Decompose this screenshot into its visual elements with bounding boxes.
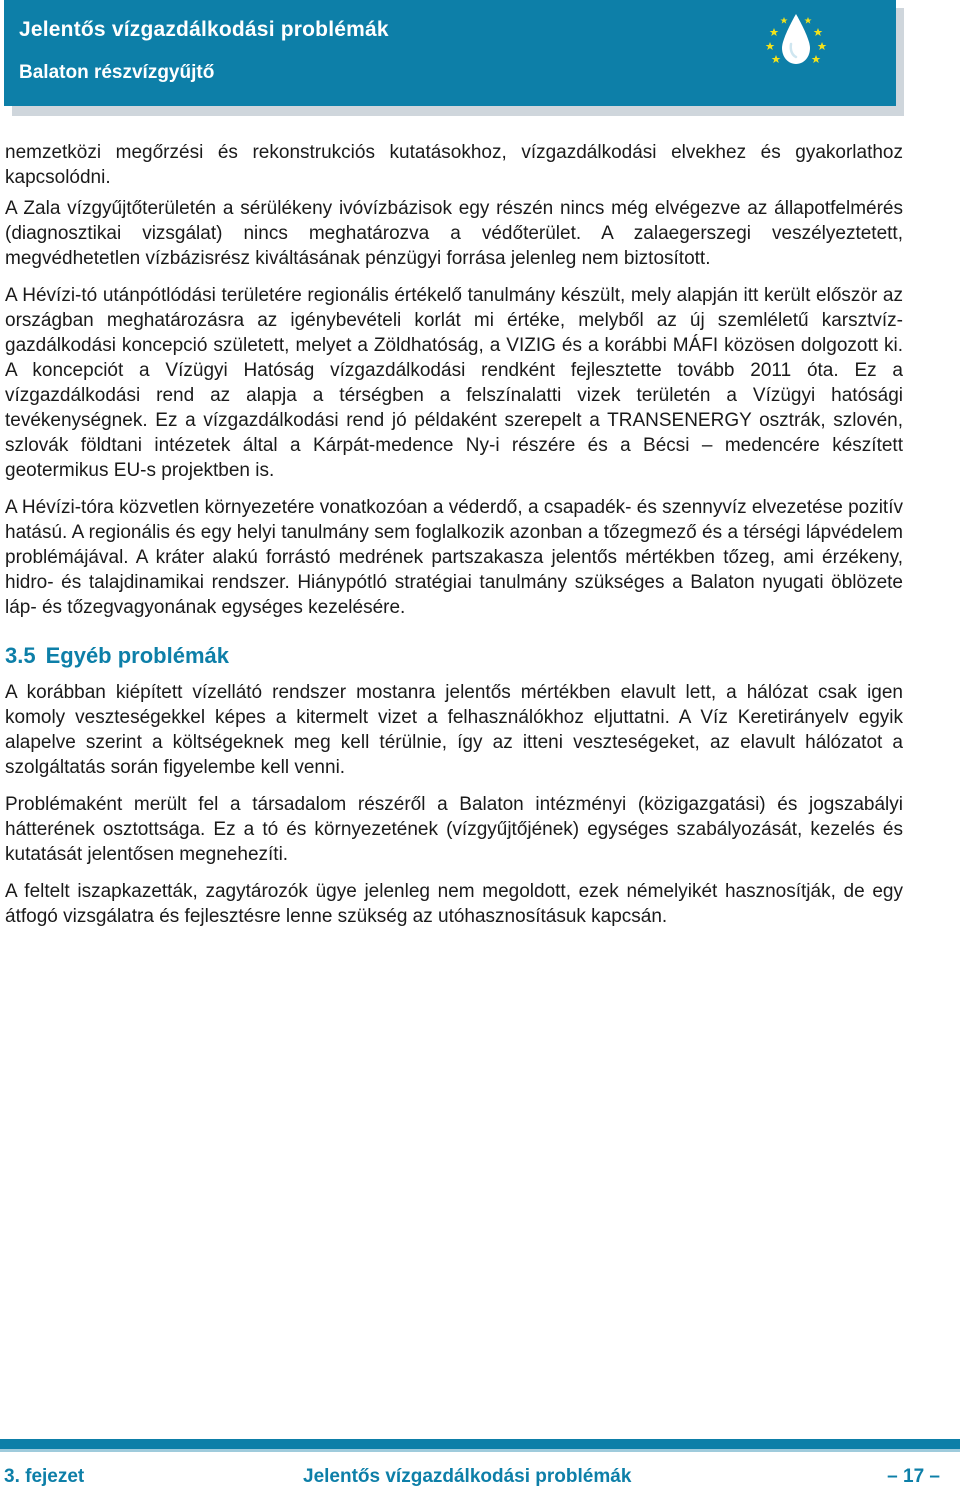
paragraph-heviz-environment: A Hévízi-tóra közvetlen környezetére vonatkozóan a véderdő, a csapadék- és szennyvíz elvezetése pozitív hatású. A regionális és egy helyi tanulmány sem foglalkozik azonban a tőzegmező és a térségi lápvédelem problémájával. A kráter alakú forrástó medrének partszakasza jelentős mértékben tőzeg, ami érzékeny, hidro- és talajdinamikai rendszer. Hiánypótló stratégiai tanulmány szükséges a Balaton nyugati öblözete láp- és tőzegvagyonának egységes kezelésére. [5,497,903,618]
paragraph-continuation: nemzetközi megőrzési és rekonstrukciós kutatásokhoz, vízgazdálkodási elvekhez és gyakorlathoz kapcsolódni. [5,142,903,188]
page-header [4,0,904,116]
paragraph-heviz-regional: A Hévízi-tó utánpótlódási területére regionális értékelő tanulmány készült, mely alapján itt került először az országban meghatározásra az igénybevételi korlát mi értéke, melyből az új szemléletű karsztvíz-gazdálkodási koncepció született, melyet a Zöldhatóság, a VIZIG és a korábbi MÁFI közösen dolgozott ki. A koncepciót a Vízügyi Hatóság vízgazdálkodási rendként fejlesztette tovább 2011 óta. Ez a vízgazdálkodási rend az alapja a térségben a felszínalatti vizek területén a Vízügyi hatósági tevékenységnek. Ez a vízgazdálkodási rend jó példaként szerepelt a TRANSENERGY osztrák, szlovén, szlovák földtani intézetek által a Kárpát-medence Ny-i részére és a Bécsi – medencére készített geotermikus EU-s projektben is. [5,285,903,481]
eu-water-drop-stars-logo-icon [760,8,832,80]
section-heading [5,642,903,670]
header-banner [4,0,896,106]
page-number: – 17 – [887,1466,940,1487]
paragraph-zala: A Zala vízgyűjtőterületén a sérülékeny ivóvízbázisok egy részén nincs még elvégezve az állapotfelmérés (diagnosztikai vizsgálat) nincs meghatározva a védőterület. A zalaegerszegi veszélyeztetett, megvédhetetlen vízbázisrész kiváltásának pénzügyi forrása jelenleg nem biztosított. [5,198,903,269]
header-title: Jelentős vízgazdálkodási problémák [19,18,389,41]
footer-chapter: 3. fejezet [4,1466,85,1487]
footer-rule-light [0,1449,960,1452]
page-content [5,140,903,941]
footer-title: Jelentős vízgazdálkodási problémák [303,1466,632,1487]
page-footer [0,1464,960,1492]
section-title: Egyéb problémák [45,643,229,668]
section-number: 3.5 [5,643,36,668]
paragraph-institutional: Problémaként merült fel a társadalom részéről a Balaton intézményi (közigazgatási) és jogszabályi hátterének osztottsága. Ez a tó és környezetének (vízgyűjtőjének) egységes szabályozását, kezelés és kutatását jelentősen megnehezíti. [5,794,903,865]
header-subtitle: Balaton részvízgyűjtő [19,62,215,83]
paragraph-water-supply: A korábban kiépített vízellátó rendszer mostanra jelentős mértékben elavult lett, a hálózat csak igen komoly veszteségekkel képes a kitermelt vizet a felhasználókhoz eljuttatni. A Víz Keretirányelv egyik alapelve szerint a költségeknek meg kell térülnie, így az itteni veszteségeket, az elavult hálózatot a szolgáltatás során figyelembe kell venni. [5,682,903,778]
footer-rule [0,1439,960,1449]
paragraph-sludge: A feltelt iszapkazetták, zagytározók ügye jelenleg nem megoldott, ezek némelyikét hasznosítják, de egy átfogó vizsgálatra és fejlesztésre lenne szükség az utóhasznosításuk kapcsán. [5,881,903,927]
